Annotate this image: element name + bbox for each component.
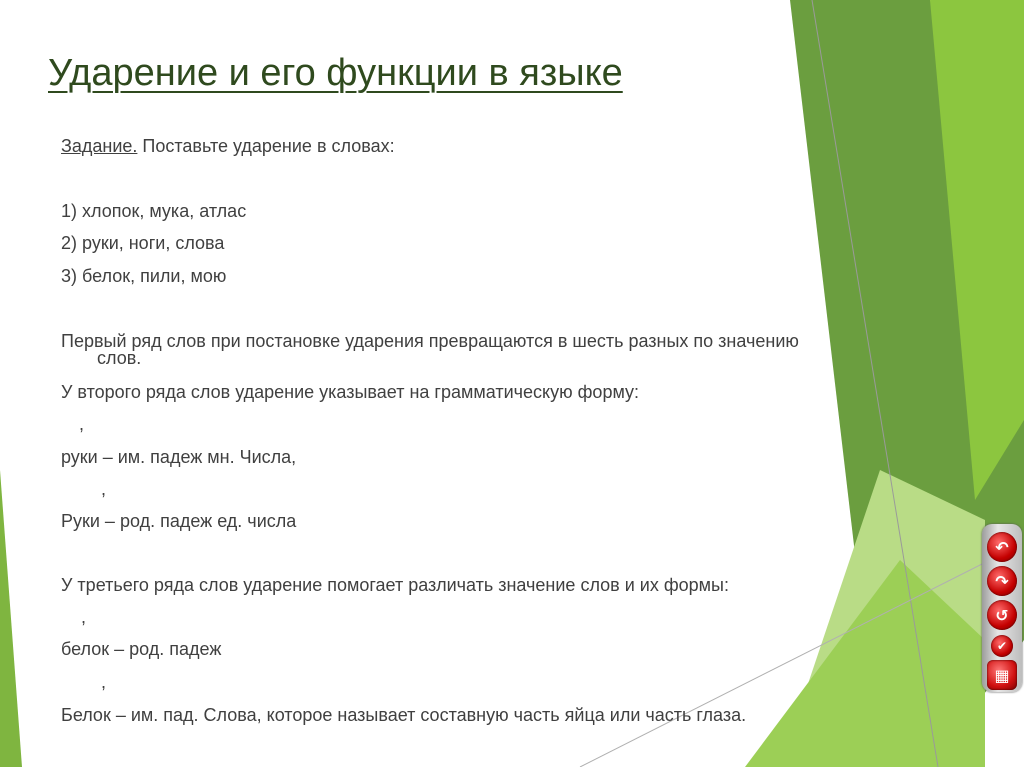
task-text: Поставьте ударение в словах: — [137, 136, 395, 156]
nav-return-button[interactable] — [987, 600, 1017, 630]
grid-icon: ▦ — [994, 665, 1010, 685]
task-label: Задание. — [61, 136, 138, 156]
example-hands-1: руки – им. падеж мн. Числа, — [61, 447, 297, 467]
stress-comma-2: , — [101, 479, 107, 499]
nav-check-button[interactable] — [991, 635, 1013, 657]
stress-comma-1: , — [79, 414, 85, 434]
word-group-1: 1) хлопок, мука, атлас — [61, 201, 247, 221]
return-icon: ↺ — [995, 605, 1009, 625]
example-white-2: Белок – им. пад. Слова, которое называет составную часть яйца или часть глаза. — [61, 705, 747, 725]
slide-navigation-panel — [982, 524, 1022, 692]
word-group-3: 3) белок, пили, мою — [61, 266, 227, 286]
forward-arrow-icon: ↷ — [995, 571, 1009, 591]
slide-title: Ударение и его функции в языке — [48, 52, 623, 94]
paragraph-1-line-2: слов. — [97, 348, 142, 368]
paragraph-2: У второго ряда слов ударение указывает на грамматическую форму: — [61, 382, 640, 402]
stress-comma-4: , — [101, 672, 107, 692]
green-shape-left — [0, 470, 22, 767]
nav-back-button[interactable] — [987, 532, 1017, 562]
stress-comma-3: , — [81, 607, 87, 627]
back-arrow-icon: ↶ — [995, 537, 1009, 557]
check-icon: ✔ — [996, 639, 1008, 653]
example-hands-2: Руки – род. падеж ед. числа — [61, 511, 297, 531]
nav-forward-button[interactable] — [987, 566, 1017, 596]
paragraph-3: У третьего ряда слов ударение помогает различать значение слов и их формы: — [61, 575, 729, 595]
paragraph-1-line-1: Первый ряд слов при постановке ударения превращаются в шесть разных по значению — [61, 331, 799, 351]
nav-menu-button[interactable] — [987, 660, 1017, 690]
example-white-1: белок – род. падеж — [61, 639, 222, 659]
task-line — [61, 136, 395, 156]
word-group-2: 2) руки, ноги, слова — [61, 233, 225, 253]
